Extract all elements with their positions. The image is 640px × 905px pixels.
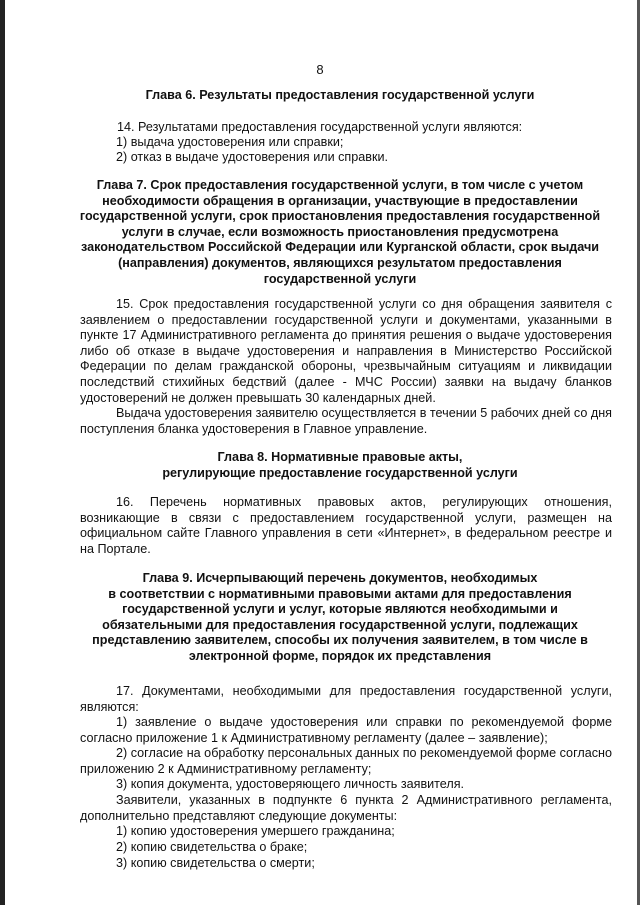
paragraph-14-item-1: 1) выдача удостоверения или справки;: [116, 135, 344, 149]
chapter-7-title-line: необходимости обращения в организации, участвующие в предоставлении: [102, 193, 578, 208]
chapter-8-title-line: регулирующие предоставление государственной услуги: [162, 465, 518, 480]
chapter-9-title-line: представлению заявителем, способы их получения заявителем, в том числе в: [92, 633, 588, 648]
scan-left-edge: [0, 0, 5, 905]
chapter-6-title: Глава 6. Результаты предоставления государственной услуги: [145, 88, 535, 102]
chapter-7-title-line: законодательством Российской Федерации или Курганской области, срок выдачи: [80, 240, 600, 255]
paragraph-14: 14. Результатами предоставления государственной услуги являются:: [117, 120, 523, 134]
paragraph-17-item-2: 2) согласие на обработку персональных данных по рекомендуемой форме согласно приложению 2 к Административному регламенту;: [80, 746, 612, 776]
chapter-8-title: [70, 450, 610, 481]
chapter-9-title: [70, 571, 610, 665]
chapter-8-title-line: Глава 8. Нормативные правовые акты,: [217, 450, 463, 464]
chapter-7-title: [70, 178, 610, 287]
paragraph-17-additional: Заявители, указанных в подпункте 6 пункта 2 Административного регламента, дополнительно представляют следующие документы:: [80, 793, 612, 823]
additional-document-3: 3) копию свидетельства о смерти;: [116, 856, 315, 870]
paragraph-17-item-1: 1) заявление о выдаче удостоверения или справки по рекомендуемой форме согласно приложение 1 к Административному регламенту (далее – заявление);: [80, 715, 612, 745]
chapter-9-title-line: обязательными для предоставления государственной услуги, подлежащих: [102, 617, 578, 632]
paragraph-15-delivery: Выдача удостоверения заявителю осуществляется в течении 5 рабочих дней со дня поступления бланка удостоверения в Главное управление.: [80, 406, 612, 436]
additional-document-1: 1) копию удостоверения умершего гражданина;: [116, 824, 395, 838]
chapter-7-title-line: государственной услуги: [263, 271, 417, 286]
chapter-9-title-line: Глава 9. Исчерпывающий перечень документов, необходимых: [142, 571, 538, 585]
paragraph-15: 15. Срок предоставления государственной услуги со дня обращения заявителя с заявлением о предоставлении государственной услуги и документами, указанными в пункте 17 Административного регламента до принятия решения о выдаче удостоверения либо об отказе в выдаче удостоверения и направления в Министерство Российской Федерации по делам гражданской обороны, чрезвычайным ситуациям и ликвидации последствий стихийных бедствий (далее - МЧС России) заявки на выдачу бланков удостоверений не должен превышать 30 календарных дней.: [80, 297, 612, 405]
page-number: 8: [316, 62, 324, 77]
chapter-7-title-line: услуги в случае, если возможность приостановления предусмотрена: [121, 224, 559, 239]
chapter-9-title-line: в соответствии с нормативными правовыми актами для предоставления: [108, 586, 572, 601]
chapter-7-title-line: (направления) документов, являющихся результатом предоставления: [118, 255, 562, 270]
paragraph-16: 16. Перечень нормативных правовых актов, регулирующих отношения, возникающие в связи с предоставлением государственной услуги, размещен на официальном сайте Главного управления в сети «Интернет», в федеральном реестре и на Портале.: [80, 495, 612, 556]
paragraph-17: 17. Документами, необходимыми для предоставления государственной услуги, являются:: [80, 684, 612, 714]
paragraph-17-item-3: 3) копия документа, удостоверяющего личность заявителя.: [116, 777, 465, 791]
chapter-9-title-line: государственной услуги и услуг, которые являются необходимыми и: [122, 602, 558, 617]
chapter-7-title-line: Глава 7. Срок предоставления государственной услуги, в том числе с учетом: [96, 178, 584, 192]
additional-document-2: 2) копию свидетельства о браке;: [116, 840, 308, 854]
chapter-7-title-line: государственной услуги, срок приостановления предоставления государственной: [79, 209, 601, 224]
chapter-9-title-line: электронной форме, порядок их представления: [188, 648, 492, 663]
paragraph-14-item-2: 2) отказ в выдаче удостоверения или справки.: [116, 150, 388, 164]
